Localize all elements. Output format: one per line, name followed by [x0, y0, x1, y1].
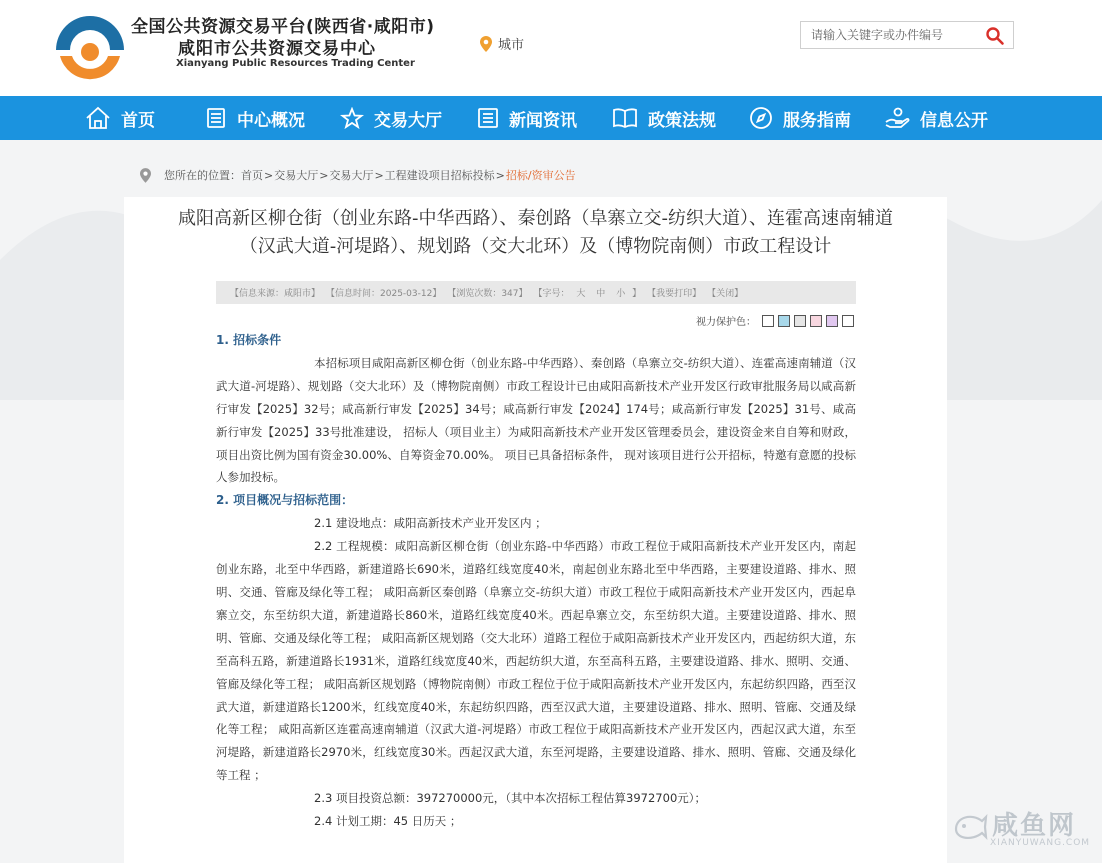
- color-swatch[interactable]: [842, 315, 854, 327]
- vision-protection-colors: [696, 313, 854, 328]
- nav-item-service-guide[interactable]: [749, 96, 851, 140]
- site-logo[interactable]: [52, 8, 128, 84]
- vision-label: 视力保护色：: [696, 317, 756, 328]
- nav-label: 服务指南: [783, 110, 851, 131]
- search-icon[interactable]: [985, 26, 1005, 46]
- nav-item-center-overview[interactable]: [205, 96, 305, 140]
- compass-icon: [749, 106, 773, 130]
- fish-logo-icon: [952, 809, 988, 849]
- meta-views: 【浏览次数：347】: [447, 289, 528, 299]
- breadcrumb-link-trading-hall[interactable]: 交易大厅: [274, 169, 319, 182]
- item-total-investment: 2.3 项目投资总额：397270000元，（其中本次招标工程估算3972700元）；: [314, 791, 707, 806]
- nav-item-home[interactable]: [85, 96, 155, 140]
- nav-label: 新闻资讯: [509, 110, 577, 131]
- color-swatch[interactable]: [778, 315, 790, 327]
- item-construction-site: 2.1 建设地点：咸阳高新技术产业开发区内 ；: [314, 516, 547, 531]
- nav-label: 信息公开: [920, 110, 988, 131]
- meta-time: 【信息时间：2025-03-12】: [326, 289, 442, 299]
- location-pin-icon: [480, 36, 492, 52]
- location-pin-icon: [140, 168, 151, 183]
- item-schedule: 2.4 计划工期：45 日历天 ；: [314, 814, 462, 829]
- watermark-subtext: XIANYUWANG.COM: [990, 838, 1091, 848]
- color-swatch[interactable]: [826, 315, 838, 327]
- meta-font-size: 【字号： 大 中 小 】: [533, 289, 642, 299]
- font-small-link[interactable]: 小: [616, 289, 626, 299]
- nav-item-info-disclosure[interactable]: [884, 96, 988, 140]
- font-medium-link[interactable]: 中: [596, 289, 606, 299]
- meta-source: 【信息来源：咸阳市】: [230, 289, 321, 299]
- article-title: 咸阳高新区柳仓街（创业东路-中华西路）、秦创路（阜寨立交-纺织大道）、连霍高速南辅道 （汉武大道-河堤路）、规划路（交大北环）及（博物院南侧）市政工程设计: [178, 208, 893, 257]
- star-icon: [340, 107, 364, 129]
- city-selector[interactable]: [480, 34, 524, 53]
- section-paragraph: 本招标项目咸阳高新区柳仓街（创业东路-中华西路）、秦创路（阜寨立交-纺织大道）、连霍高速南辅道（汉武大道-河堤路）、规划路（交大北环）及（博物院南侧）市政工程设计已由咸阳高新技术产业开发区行政审批服务局以咸高新行审发【2025】32号；咸高新行审发【2025】34号；咸高新行审发【2024】174号；咸高新行审发【2025】31号、咸高新行审发【2025】33号批准建设， 招标人（项目业主）为咸阳高新技术产业开发区管理委员会，建设资金来自自筹和财政，项目出资比例为国有资金30.00%、自筹资金70.00%。 项目已具备招标条件， 现对该项目进行公开招标，特邀有意愿的投标人参加投标。: [216, 355, 856, 485]
- list-icon: [477, 107, 499, 129]
- nav-label: 首页: [121, 110, 155, 131]
- search-input[interactable]: [801, 22, 981, 48]
- brand-title-line2: 咸阳市公共资源交易中心: [178, 39, 376, 59]
- section-heading: 1. 招标条件: [216, 333, 282, 347]
- breadcrumb-prefix: 您所在的位置：: [164, 169, 241, 182]
- section-heading: 2. 项目概况与招标范围：: [216, 493, 354, 508]
- nav-item-trading-hall[interactable]: [340, 96, 442, 140]
- brand-title-english: Xianyang Public Resources Trading Center: [176, 58, 415, 69]
- breadcrumb-link-home[interactable]: 首页: [241, 169, 263, 182]
- nav-label: 政策法规: [648, 110, 716, 131]
- color-swatch[interactable]: [762, 315, 774, 327]
- nav-item-policies[interactable]: [612, 96, 716, 140]
- item-project-scale: 2.2 工程规模：咸阳高新区柳仓街（创业东路-中华西路）市政工程位于咸阳高新技术产业开发区内，南起创业东路，北至中华西路，新建道路长690米，道路红线宽度40米，南起创业东路北至中华西路，主要建设道路、排水、照明、交通、管廊及绿化等工程； 咸阳高新区秦创路（阜寨立交-纺织大道）市政工程位于咸阳高新技术产业开发区内，西起阜寨立交，东至纺织大道，新建道路长860米，道路红线宽度40米。西起阜寨立交，东至纺织大道。主要建设道路、排水、照明、管廊、交通及绿化等工程； 咸阳高新区规划路（交大北环）道路工程位于咸阳高新技术产业开发区内，西起纺织大道，东至高科五路，新建道路长1931米，道路红线宽度40米，西起纺织大道，东至高科五路，主要建设道路、排水、照明、交通、管廊及绿化等工程； 咸阳高新区规划路（博物院南侧）市政工程位于位于咸阳高新技术产业开发区内，东起纺织四路，西至汉武大道，新建道路长1200米，红线宽度40米，东起纺织四路，西至汉武大道，主要建设道路、排水、照明、管廊、交通及绿化等工程； 咸阳高新区连霍高速南辅道（汉武大道-河堤路）市政工程位于咸阳高新技术产业开发区内，西起汉武大道，东至河堤路，新建道路长2970米，红线宽度30米。西起汉武大道，东至河堤路，主要建设道路、排水、照明、管廊、交通及绿化等工程 ；: [216, 539, 856, 783]
- hand-icon: [884, 106, 910, 130]
- watermark-text: 咸鱼网: [992, 811, 1077, 841]
- nav-label: 交易大厅: [374, 110, 442, 131]
- breadcrumb-current[interactable]: 招标/资审公告: [505, 169, 576, 182]
- site-header: [0, 0, 1102, 96]
- watermark: [952, 805, 1092, 857]
- breadcrumb-link-trading-hall-2[interactable]: 交易大厅: [329, 169, 374, 182]
- breadcrumb-link-engineering[interactable]: 工程建设项目招标投标: [384, 169, 495, 182]
- print-link[interactable]: 【我要打印】: [647, 289, 702, 299]
- main-nav: [0, 96, 1102, 140]
- city-label: 城市: [498, 38, 525, 53]
- search-box: [800, 21, 1014, 49]
- article-body: [216, 329, 856, 833]
- close-link[interactable]: 【关闭】: [707, 289, 744, 299]
- brand-title-line1: 全国公共资源交易平台(陕西省·咸阳市): [131, 17, 435, 37]
- nav-label: 中心概况: [237, 110, 305, 131]
- color-swatch[interactable]: [794, 315, 806, 327]
- breadcrumb: 您所在的位置： 首页 > 交易大厅 > 交易大厅 > 工程建设项目招标投标 > 招标/资审公告: [140, 167, 576, 183]
- article-card: [124, 197, 947, 863]
- document-icon: [205, 107, 227, 129]
- book-icon: [612, 107, 638, 129]
- nav-item-news[interactable]: [477, 96, 577, 140]
- home-icon: [85, 106, 111, 130]
- font-large-link[interactable]: 大: [576, 289, 586, 299]
- color-swatch[interactable]: [810, 315, 822, 327]
- article-meta-bar: [216, 281, 856, 304]
